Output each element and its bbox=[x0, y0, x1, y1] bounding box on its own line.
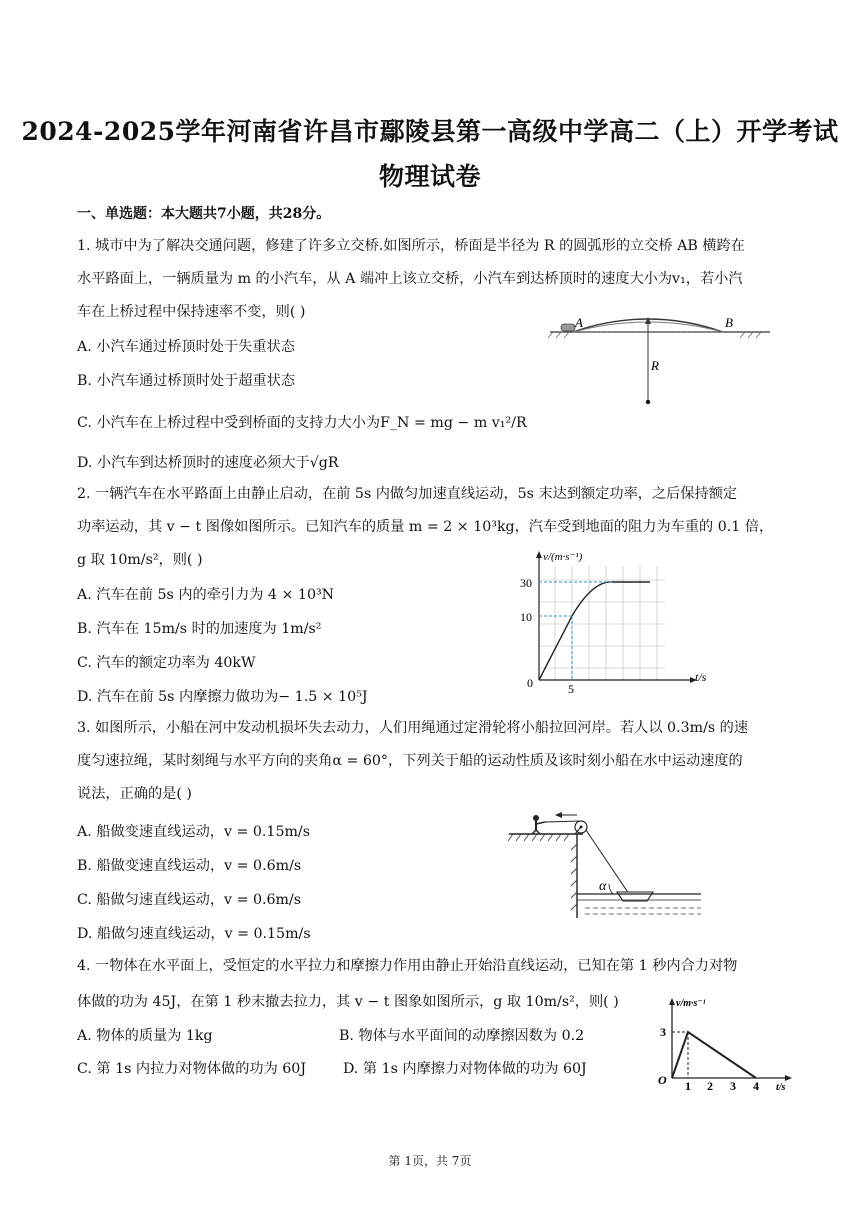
q1-option-d: D. 小汽车到达桥顶时的速度必须大于√gR bbox=[77, 455, 339, 471]
q2-stem-line2: 功率运动，其 v − t 图像如图所示。已知汽车的质量 m = 2 × 10³kg，汽车受到地面的阻力为车重的 0.1 倍， bbox=[77, 519, 774, 535]
q4-origin: O bbox=[658, 1073, 667, 1087]
q1-bridge-figure bbox=[545, 308, 775, 408]
q3-option-a: A. 船做变速直线运动，v = 0.15m/s bbox=[77, 824, 310, 840]
document-title-line1: 2024-2025学年河南省许昌市鄢陵县第一高级中学高二（上）开学考试 bbox=[21, 117, 839, 146]
q3-option-b: B. 船做变速直线运动，v = 0.6m/s bbox=[77, 858, 302, 874]
q4-tick-2: 2 bbox=[707, 1079, 713, 1092]
q3-option-d: D. 船做匀速直线运动，v = 0.15m/s bbox=[77, 926, 311, 942]
q2-origin: 0 bbox=[527, 676, 533, 690]
q2-x-axis-label: t/s bbox=[695, 670, 707, 684]
q4-option-b: B. 物体与水平面间的动摩擦因数为 0.2 bbox=[339, 1028, 585, 1044]
q2-tick-5: 5 bbox=[568, 682, 574, 696]
q4-tick-1: 1 bbox=[685, 1079, 691, 1092]
q2-tick-30: 30 bbox=[520, 576, 532, 590]
q1-option-c: C. 小汽车在上桥过程中受到桥面的支持力大小为F_N = mg − m v₁²/R bbox=[77, 415, 527, 431]
q1-stem-line1: 1. 城市中为了解决交通问题，修建了许多立交桥.如图所示，桥面是半径为 R 的圆弧形的立交桥 AB 横跨在 bbox=[77, 238, 745, 254]
q3-pulley-figure bbox=[505, 808, 705, 920]
q1-label-a: A bbox=[575, 315, 583, 330]
q2-option-b: B. 汽车在 15m/s 时的加速度为 1m/s² bbox=[77, 621, 322, 637]
q1-option-b: B. 小汽车通过桥顶时处于超重状态 bbox=[77, 373, 296, 389]
q1-label-r: R bbox=[651, 358, 659, 373]
q4-tick-3-x: 3 bbox=[730, 1079, 736, 1092]
q2-option-a: A. 汽车在前 5s 内的牵引力为 4 × 10³N bbox=[77, 587, 335, 603]
q2-tick-10: 10 bbox=[520, 610, 532, 624]
q4-stem-line1: 4. 一物体在水平面上，受恒定的水平拉力和摩擦力作用由静止开始沿直线运动，已知在第 1 秒内合力对物 bbox=[77, 958, 738, 974]
document-title-line2: 物理试卷 bbox=[378, 162, 481, 191]
q1-option-a: A. 小汽车通过桥顶时处于失重状态 bbox=[77, 339, 295, 355]
q2-option-c: C. 汽车的额定功率为 40kW bbox=[77, 655, 256, 671]
q1-label-b: B bbox=[725, 315, 733, 330]
q3-label-alpha: α bbox=[599, 879, 607, 894]
q4-tick-4: 4 bbox=[753, 1079, 759, 1092]
q3-stem-line2: 度匀速拉绳，某时刻绳与水平方向的夹角α = 60°，下列关于船的运动性质及该时刻小船在水中运动速度的 bbox=[77, 753, 743, 769]
q2-option-d: D. 汽车在前 5s 内摩擦力做功为− 1.5 × 10⁵J bbox=[77, 689, 368, 705]
q4-option-a: A. 物体的质量为 1kg bbox=[77, 1028, 213, 1044]
q3-stem-line1: 3. 如图所示，小船在河中发动机损坏失去动力，人们用绳通过定滑轮将小船拉回河岸。若人以 0.3m/s 的速 bbox=[77, 720, 749, 736]
q4-y-axis-label: v/m·s⁻¹ bbox=[676, 998, 706, 1009]
section-header: 一、单选题：本大题共7小题，共28分。 bbox=[77, 206, 331, 222]
q4-x-axis-label: t/s bbox=[776, 1082, 786, 1092]
q4-option-d: D. 第 1s 内摩擦力对物体做的功为 60J bbox=[343, 1061, 587, 1077]
page-footer: 第 1页，共 7页 bbox=[388, 1154, 472, 1168]
q4-stem-line2: 体做的功为 45J，在第 1 秒末撤去拉力，其 v − t 图象如图所示，g 取 10m/s²，则( ) bbox=[77, 994, 619, 1010]
q3-option-c: C. 船做匀速直线运动，v = 0.6m/s bbox=[77, 892, 302, 908]
q2-stem-line3: g 取 10m/s²，则( ) bbox=[77, 552, 203, 568]
q4-option-c: C. 第 1s 内拉力对物体做的功为 60J bbox=[77, 1061, 307, 1077]
q2-stem-line1: 2. 一辆汽车在水平路面上由静止启动，在前 5s 内做匀加速直线运动，5s 末达到额定功率，之后保持额定 bbox=[77, 486, 738, 502]
q1-stem-line3: 车在上桥过程中保持速率不变，则( ) bbox=[77, 304, 306, 320]
q1-stem-line2: 水平路面上，一辆质量为 m 的小汽车，从 A 端冲上该立交桥，小汽车到达桥顶时的速度大小为v₁，若小汽 bbox=[77, 271, 743, 287]
q3-stem-line3: 说法，正确的是( ) bbox=[77, 786, 192, 802]
q2-vt-graph bbox=[515, 548, 715, 696]
q4-vt-graph bbox=[650, 992, 800, 1092]
q4-tick-3-y: 3 bbox=[660, 1025, 666, 1039]
q2-y-axis-label: v/(m·s⁻¹) bbox=[543, 551, 583, 563]
